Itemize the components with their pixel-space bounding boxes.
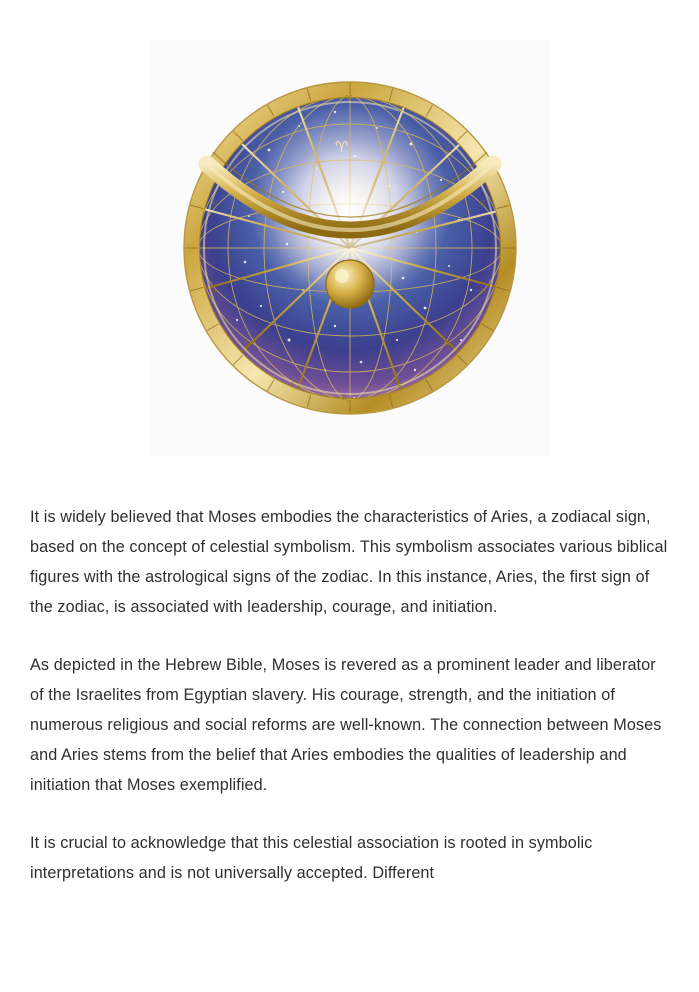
paragraph-1: It is widely believed that Moses embodies the characteristics of Aries, a zodiacal sign, based on the concept of celestial symbolism. This symbolism associates various biblical figures with the astrological signs of the zodiac. In this instance, Aries, the first sign of the zodiac, is associated with leadership, courage, and initiation. [30, 508, 668, 616]
ring-mark: ♋ [478, 199, 486, 208]
ring-mark: ♎ [394, 379, 402, 388]
aries-glyph: ♈ [334, 138, 348, 156]
ring-mark: ♑ [242, 339, 250, 348]
ring-mark: ♏ [340, 393, 348, 402]
ring-mark: ♉ [396, 105, 404, 114]
ring-mark: ♐ [288, 379, 296, 388]
article-body [0, 456, 699, 888]
astrolabe-graphic [149, 40, 551, 456]
ring-mark: ♊ [444, 145, 452, 154]
ring-mark: ♍ [442, 339, 450, 348]
ring-mark: ♓ [210, 199, 218, 208]
celestial-astrolabe-illustration [149, 40, 551, 456]
ring-mark: ♒ [210, 287, 218, 296]
paragraph-2: As depicted in the Hebrew Bible, Moses is revered as a prominent leader and liberator of the Israelites from Egyptian slavery. His courage, strength, and the initiation of numerous religious and social reforms are well-known. The connection between Moses and Aries stems from the belief that Aries embodies the qualities of leadership and initiation that Moses exemplified. [30, 656, 662, 794]
paragraph-3: It is crucial to acknowledge that this celestial association is rooted in symbolic interpretations and is not universally accepted. Different [30, 834, 593, 882]
figure-container [0, 0, 699, 456]
ring-mark: ♌ [478, 287, 486, 296]
ring-mark: ♈ [344, 94, 352, 103]
